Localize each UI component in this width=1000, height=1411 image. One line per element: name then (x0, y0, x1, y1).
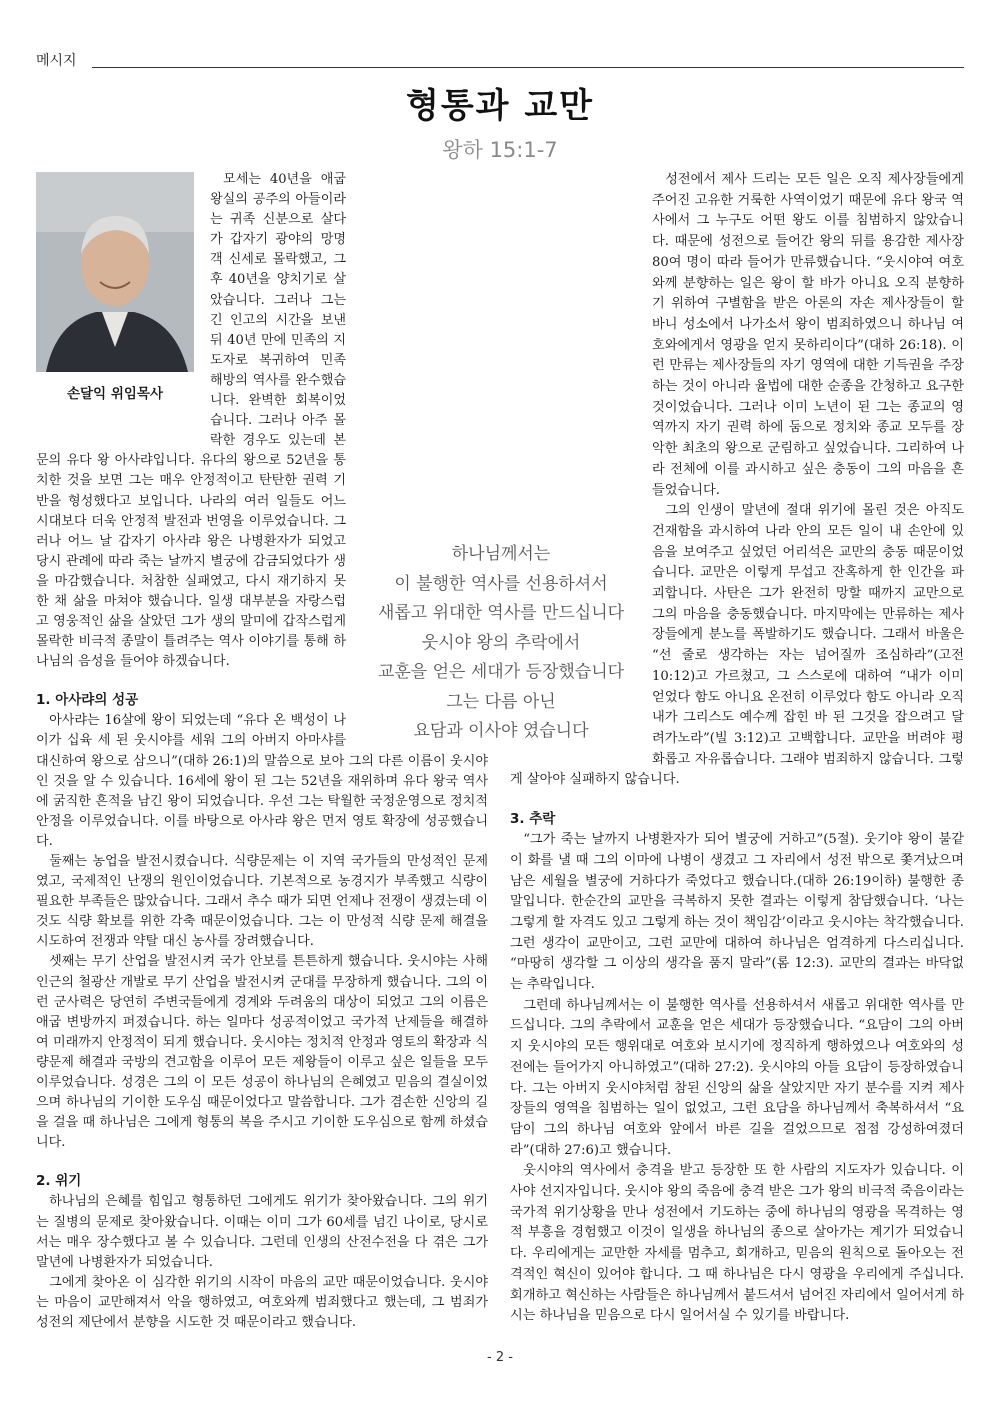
section-label: 메시지 (36, 53, 77, 69)
author-photo (36, 172, 194, 372)
heading-section-1: 1. 아사랴의 성공 (36, 692, 139, 709)
right-column (510, 170, 964, 1327)
pullquote-line: 하나님께서는 (451, 544, 551, 564)
sermon-title: 형통과 교만 (405, 86, 595, 126)
author-caption: 손달익 위임목사 (67, 386, 163, 402)
section1-paragraph-2: 둘째는 농업을 발전시켰습니다. 식량문제는 이 지역 국가들의 만성적인 문제였고, 국제적인 난쟁의 원인이었습니다. 기본적으로 농경지가 부족했고 식량이 필요한 부족들은 많았습니다. 그래서 추수 때가 되면 언제나 전쟁이 생겼는데 이것도 식량 확보를 위한 각축 때문이었습니다. 그는 이 만성적 식량 문제 해결을 시도하여 전쟁과 약탈 대신 농사를 장려했습니다. (36, 854, 488, 950)
section2-paragraph-2: 그에게 찾아온 이 심각한 위기의 시작이 마음의 교만 때문이었습니다. 웃시야는 마음이 교만해져서 악을 행하였고, 여호와께 범죄했다고 했는데, 그 범죄가 성전의 제단에서 분향을 시도한 것 때문이라고 했습니다. (36, 1274, 488, 1330)
section2-paragraph-1: 하나님의 은혜를 힘입고 형통하던 그에게도 위기가 찾아왔습니다. 그의 위기는 질병의 문제로 찾아왔습니다. 이때는 이미 그가 60세를 넘긴 나이로, 당시로서는 매우 장수했다고 볼 수 있습니다. 그런데 인생의 산전수전을 다 겪은 그가 말년에 나병환자가 되었습니다. (36, 1194, 488, 1270)
heading-section-3: 3. 추락 (510, 811, 556, 828)
pullquote (370, 540, 632, 747)
pullquote-line: 웃시야 왕의 추락에서 (421, 632, 581, 653)
scripture-reference: 왕하 15:1-7 (442, 138, 558, 162)
author-block (36, 170, 210, 444)
section2-paragraph-3: 성전에서 제사 드리는 모든 일은 오직 제사장들에게 주어진 고유한 거룩한 사역이었기 때문에 유다 왕국 역사에서 그 누구도 어떤 왕도 이를 침범하지 않았습니다. 때문에 성전으로 들어간 왕의 뒤를 용감한 제사장 80여 명이 따라 들어가 만류했습니다. “웃시야여 여호와께 분향하는 일은 왕이 할 바가 아니요 오직 분향하기 위하여 구별함을 받은 아론의 자손 제사장들이 할 바니 성소에서 나가소서 왕이 범죄하였으니 하나님 여호와에게서 영광을 얻지 못하리이다”(대하 26:18). 이런 만류는 제사장들의 자기 영역에 대한 기득권을 주장하는 것이 아니라 율법에 대한 순종을 간청하고 요구한 것이었습니다. 그러나 이미 노년이 된 그는 종교의 영역까지 자기 권력 하에 둠으로 정치와 종교 모두를 장악한 최초의 왕으로 군림하고 싶었습니다. 그리하여 나라 전체에 이를 과시하고 싶은 충동이 그의 마음을 흔들었습니다. (652, 172, 964, 498)
header-divider (92, 67, 964, 68)
section1-paragraph-1: 아사랴는 16살에 왕이 되었는데 “유다 온 백성이 나이가 십육 세 된 웃시야를 세워 그의 아버지 아마샤를 대신하여 왕으로 삼으니”(대하 26:1)의 말씀으로 보아 그의 다른 이름이 웃시야 인 것을 알 수 있습니다. 16세에 왕이 된 그는 52년을 재위하며 유다 왕국 역사에 굵직한 흔적을 남긴 왕이 되었습니다. 우선 그는 탁월한 국정운영으로 정치적 안정을 이루었습니다. 이를 바탕으로 아사랴 왕은 먼저 영토 확장에 성공했습니다. (36, 713, 488, 849)
pullquote-line: 새롭고 위대한 역사를 만드십니다 (377, 603, 625, 623)
pullquote-line: 요담과 이사야 였습니다 (413, 721, 589, 741)
pullquote-line: 그는 다름 아닌 (446, 691, 556, 712)
section3-paragraph-3: 웃시야의 역사에서 충격을 받고 등장한 또 한 사람의 지도자가 있습니다. 이사야 선지자입니다. 웃시야 왕의 죽음에 충격 받은 그가 왕의 비극적 죽음이라는 국가적 위기상황을 만나 성전에서 기도하는 중에 하나님의 영광을 목격하는 영적 부흥을 경험했고 이것이 일생을 하나님의 종으로 살아가는 계기가 되었습니다. 우리에게는 교만한 자세를 멈추고, 회개하고, 믿음의 원칙으로 돌아오는 전격적인 혁신이 있어야 합니다. 그 때 하나님은 다시 영광을 우리에게 주십니다. 회개하고 혁신하는 사람들은 하나님께서 붙드셔서 넘어진 자리에서 일어서게 하시는 하나님을 믿음으로 다시 일어서실 수 있기를 바랍니다. (510, 1163, 964, 1324)
section2-paragraph-4: 그의 인생이 말년에 절대 위기에 몰린 것은 아직도 건재함을 과시하여 나라 안의 모든 일이 내 손안에 있음을 보여주고 싶었던 어리석은 교만의 충동 때문이었습니다. 교만은 이렇게 무섭고 잔혹하게 한 인간을 파괴합니다. 사탄은 그가 완전히 망할 때까지 교만으로 그의 마음을 충동했습니다. 마지막에는 만류하는 제사장들에게 분노를 폭발하기도 했습니다. 그래서 바울은 “선 줄로 생각하는 자는 넘어질까 조심하라”(고전 10:12)고 가르쳤고, 그 스스로에 대하여 “내가 이미 얻었다 함도 아니요 온전히 이루었다 함도 아니라 오직 내가 그리스도 예수께 잡힌 바 된 그것을 잡으려고 달려가노라”(빌 3:12)고 고백합니다. 교만을 버려야 평화롭고 자유롭습니다. 그래야 범죄하지 않습니다. 그렇게 살아야 실패하지 않습니다. (510, 503, 964, 788)
section1-paragraph-3: 셋째는 무기 산업을 발전시켜 국가 안보를 튼튼하게 했습니다. 웃시야는 사해 인근의 철광산 개발로 무기 산업을 발전시켜 군대를 무장하게 했습니다. 그의 이런 군사력은 당연히 주변국들에게 경계와 두려움의 대상이 되었고 그의 이름은 애굽 변방까지 퍼졌습니다. 하는 일마다 성공적이었고 국가적 난제들을 해결하여 미래까지 안정적이 되게 했습니다. 웃시야는 정치적 안정과 영토의 확장과 식량문제 해결과 국방의 견고함을 이루어 모든 제왕들이 이루고 싶은 일들을 모두 이루었습니다. 성경은 그의 이 모든 성공이 하나님의 은혜였고 믿음의 결실이었으며 하나님의 기이한 도우심 때문이었다고 말씀합니다. 그가 겸손한 신앙의 길을 걸을 때 하나님은 그에게 형통의 복을 주시고 기이한 도우심으로 함께 하셨습니다. (36, 954, 488, 1151)
section3-paragraph-1: “그가 죽는 날까지 나병환자가 되어 별궁에 거하고”(5절). 웃기야 왕이 불같이 화를 낼 때 그의 이마에 나병이 생겼고 그 자리에서 성전 밖으로 쫓겨났으며 남은 세월을 별궁에 거하다가 죽었다고 했습니다.(대하 26:19이하) 불행한 종말입니다. 한순간의 교만을 극복하지 못한 결과는 이렇게 참담했습니다. ‘나는 그렇게 할 자격도 있고 그렇게 하는 것이 책임감’이라고 웃시야는 착각했습니다. 그런 생각이 교만이고, 그런 교만에 대하여 하나님은 엄격하게 다스리십니다. “마땅히 생각할 그 이상의 생각을 품지 말라”(롬 12:3). 교만의 결과는 바닥없는 추락입니다. (510, 832, 964, 993)
page-number: - 2 - (487, 1350, 513, 1365)
left-column (36, 170, 488, 1333)
heading-section-2: 2. 위기 (36, 1173, 82, 1190)
section3-paragraph-2: 그런데 하나님께서는 이 불행한 역사를 선용하셔서 새롭고 위대한 역사를 만드십니다. 그의 추락에서 교훈을 얻은 세대가 등장했습니다. “요담이 그의 아버지 웃시야의 모든 행위대로 여호와 보시기에 정직하게 행하였으나 여호와의 성전에는 들어가지 아니하였고”(대하 27:2). 웃시야의 아들 요담이 등장하였습니다. 그는 아버지 웃시야처럼 참된 신앙의 삶을 살았지만 자기 분수를 지켜 제사장들의 영역을 침범하는 일이 없었고, 그런 요담을 하나님께서 축복하셔서 “요담이 그의 하나님 여호와 앞에서 바른 길을 걸었으므로 점점 강성하여졌더라”(대하 27:6)고 했습니다. (510, 997, 964, 1158)
pullquote-line: 교훈을 얻은 세대가 등장했습니다 (377, 662, 625, 682)
intro-paragraph: 모세는 40년을 애굽 왕실의 공주의 아들이라는 귀족 신분으로 살다가 갑자기 광야의 망명객 신세로 몰락했고, 그 후 40년을 양치기로 살았습니다. 그러나 그는 긴 인고의 시간을 보낸 뒤 40년 만에 민족의 지도자로 복귀하여 민족 해방의 역사를 완수했습니다. 완벽한 회복이었습니다. 그러나 아주 몰락한 경우도 있는데 본문의 유다 왕 아사랴입니다. 유다의 왕으로 52년을 통치한 것을 보면 그는 매우 안정적이고 탄탄한 권력 기반을 형성했다고 보입니다. 나라의 여러 일들도 어느 시대보다 더욱 안정적 발전과 번영을 이루었습니다. 그러나 어느 날 갑자기 아사랴 왕은 나병환자가 되었고 당시 관례에 따라 죽는 날까지 별궁에 감금되었다가 생을 마감했습니다. 처참한 실패였고, 다시 재기하지 못한 채 삶을 마쳐야 했습니다. 일생 대부분을 자랑스럽고 영웅적인 삶을 살았던 그가 생의 말미에 갑작스럽게 몰락한 비극적 종말이 틀려주는 역사 이야기를 통해 하나님의 음성을 들어야 하겠습니다. (36, 172, 346, 670)
pullquote-line: 이 불행한 역사를 선용하셔서 (394, 573, 608, 594)
